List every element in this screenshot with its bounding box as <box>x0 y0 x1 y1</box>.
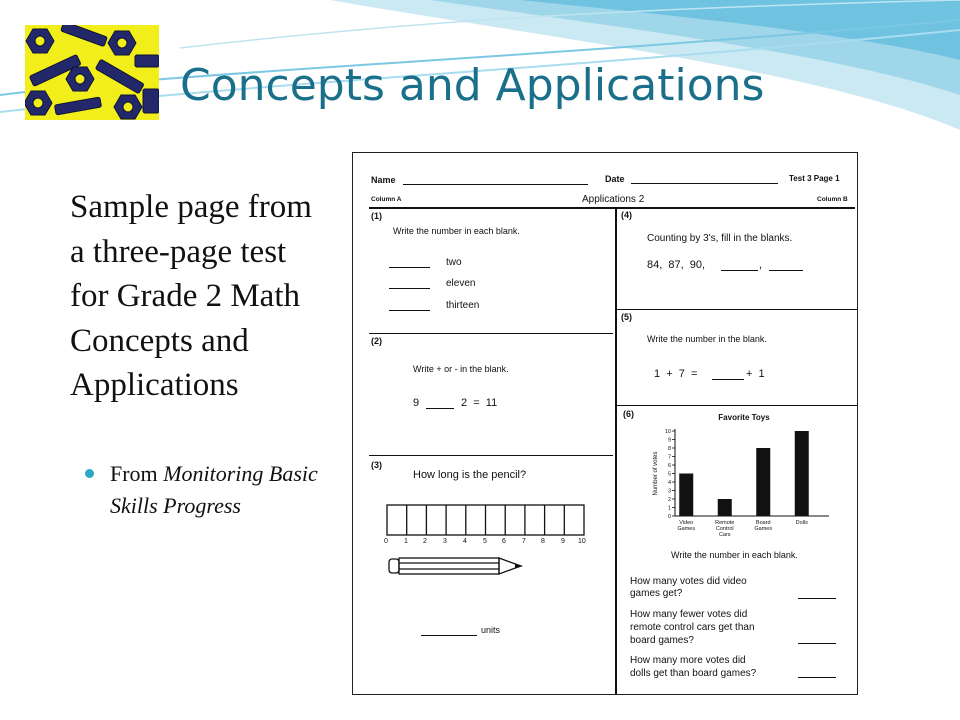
q4-instruction: Counting by 3's, fill in the blanks. <box>647 233 793 244</box>
q6-question-1-line-2: games get? <box>630 588 683 599</box>
chart-title: Favorite Toys <box>718 413 770 422</box>
q2-blank <box>426 408 454 409</box>
chart-category-label: Control <box>715 526 734 532</box>
column-b-label: Column B <box>817 196 848 203</box>
q3-units: units <box>481 625 501 635</box>
q2-instruction: Write + or - in the blank. <box>413 364 509 374</box>
chart-y-axis-label: Number of votes <box>653 451 659 496</box>
column-divider <box>615 207 617 695</box>
ruler-label-10: 10 <box>578 538 586 545</box>
name-label: Name <box>371 175 396 185</box>
q2-number: (2) <box>371 336 382 346</box>
chart-bar <box>756 448 770 516</box>
slide-title: Concepts and Applications <box>180 60 765 111</box>
q5-blank <box>712 379 744 380</box>
chart-y-tick-label: 7 <box>667 454 671 461</box>
test-heading: Applications 2 <box>582 194 645 205</box>
source-bullet <box>85 458 325 521</box>
ruler-label-8: 8 <box>541 538 545 545</box>
ruler-label-7: 7 <box>522 538 526 545</box>
section-rule-1-2 <box>369 333 613 334</box>
bullet-dot-icon <box>85 469 94 478</box>
chart-category-label: Video <box>679 520 694 526</box>
chart-bar <box>795 431 809 516</box>
q6-question-1-line-1: How many votes did video <box>630 576 747 587</box>
q5-number: (5) <box>621 312 632 322</box>
q6-question-2-line-1: How many fewer votes did <box>630 609 748 620</box>
header-rule <box>369 207 855 209</box>
q4-sequence: 84, 87, 90, <box>647 259 706 271</box>
chart-y-tick-label: 6 <box>667 463 671 469</box>
q3-answer-blank <box>421 635 477 636</box>
q1-word-1: two <box>446 257 462 268</box>
chart-y-tick-label: 9 <box>667 437 671 444</box>
ruler-label-5: 5 <box>483 538 487 545</box>
q1-word-3: thirteen <box>446 300 480 311</box>
q6-number: (6) <box>623 409 634 419</box>
section-rule-2-3 <box>369 455 613 456</box>
q1-instruction: Write the number in each blank. <box>393 226 520 236</box>
chart-y-tick-label: 1 <box>667 505 671 512</box>
ruler-label-1: 1 <box>404 538 408 545</box>
ruler-label-9: 9 <box>561 538 565 545</box>
q6-blank-1 <box>798 598 836 599</box>
q4-blank-2 <box>769 270 803 271</box>
ruler-label-2: 2 <box>423 538 427 545</box>
bullet-source-title: Monitoring Basic Skills Progress <box>110 461 318 518</box>
page-label: Test 3 Page 1 <box>789 174 840 183</box>
q2-eq-right: 2 = 11 <box>461 397 498 409</box>
q6-question-3-line-2: dolls get than board games? <box>630 668 757 679</box>
q1-blank-2 <box>389 288 430 289</box>
chart-y-tick-label: 3 <box>667 488 671 495</box>
q5-eq-left: 1 + 7 = <box>654 368 698 380</box>
q2-eq-left: 9 <box>413 397 420 409</box>
q5-eq-right: + 1 <box>746 368 765 380</box>
date-label: Date <box>605 174 625 184</box>
sample-test-page <box>352 152 858 695</box>
chart-bar <box>679 474 693 517</box>
q1-blank-1 <box>389 267 430 268</box>
chart-category-label: Dolls <box>795 520 808 526</box>
section-rule-5-6 <box>617 405 857 406</box>
ruler-label-3: 3 <box>443 538 447 545</box>
q4-blank-1 <box>721 270 758 271</box>
chart-y-tick-label: 2 <box>667 497 671 503</box>
name-blank <box>403 184 588 185</box>
ruler-label-4: 4 <box>463 538 467 545</box>
column-a-label: Column A <box>371 196 402 203</box>
q6-question-2-line-2: remote control cars get than <box>630 622 755 633</box>
ruler-label-6: 6 <box>502 538 506 545</box>
q5-instruction: Write the number in the blank. <box>647 334 767 344</box>
chart-y-tick-label: 10 <box>664 429 671 435</box>
q1-word-2: eleven <box>446 278 476 289</box>
q6-blank-3 <box>798 677 836 678</box>
chart-category-label: Remote <box>715 520 735 526</box>
q3-question: How long is the pencil? <box>413 469 527 481</box>
chart-bar <box>718 499 732 516</box>
chart-category-label: Games <box>754 526 773 532</box>
chart-y-tick-label: 0 <box>667 514 671 520</box>
nuts-and-bolts-image <box>25 25 159 120</box>
q6-instruction: Write the number in each blank. <box>671 550 798 560</box>
ruler-label-0: 0 <box>384 538 388 545</box>
chart-category-label: Games <box>677 526 696 532</box>
chart-category-label: Board <box>755 520 771 526</box>
slide-body-text: Sample page from a three-page test for Grade 2 Math Concepts and Applications <box>70 189 312 403</box>
chart-y-tick-label: 5 <box>667 471 671 478</box>
chart-y-tick-label: 4 <box>667 480 671 486</box>
q1-blank-3 <box>389 310 430 311</box>
q3-number: (3) <box>371 460 382 470</box>
q1-number: (1) <box>371 211 382 221</box>
q4-number: (4) <box>621 210 632 220</box>
section-rule-4-5 <box>617 309 857 310</box>
chart-category-label: Cars <box>718 532 731 538</box>
chart-y-tick-label: 8 <box>667 446 671 452</box>
date-blank <box>631 183 778 184</box>
q6-question-3-line-1: How many more votes did <box>630 655 746 666</box>
q4-comma: , <box>759 259 763 271</box>
bullet-prefix: From <box>110 461 164 486</box>
q6-question-2-line-3: board games? <box>630 635 694 646</box>
favorite-toys-bar-chart <box>649 411 839 551</box>
q6-blank-2 <box>798 643 836 644</box>
